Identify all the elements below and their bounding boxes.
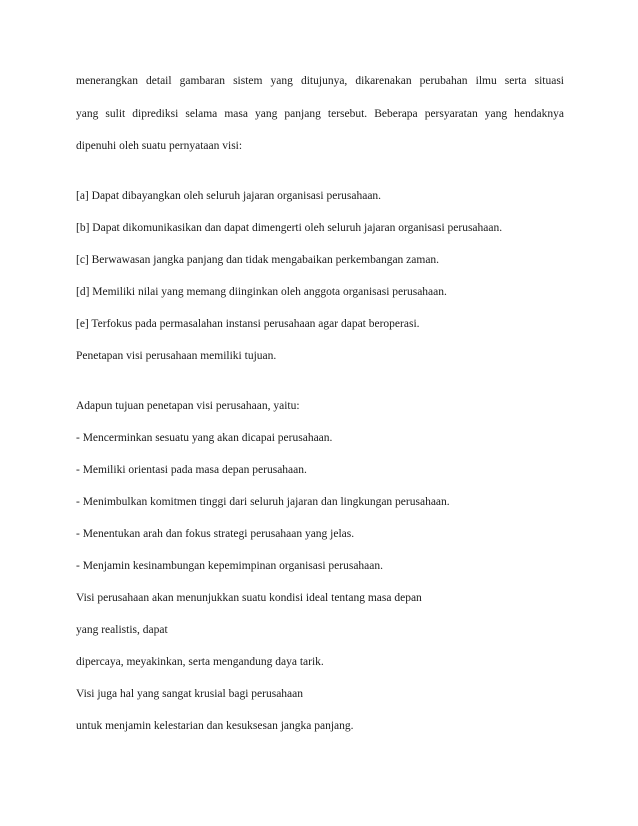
list-item: [d] Memiliki nilai yang memang diinginkan oleh anggota organisasi perusahaan. — [76, 286, 447, 298]
list-item: - Memiliki orientasi pada masa depan perusahaan. — [76, 464, 307, 476]
list-item: - Menjamin kesinambungan kepemimpinan organisasi perusahaan. — [76, 560, 384, 572]
list-item: - Mencerminkan sesuatu yang akan dicapai perusahaan. — [76, 432, 333, 444]
paragraph-line: Penetapan visi perusahaan memiliki tujuan. — [76, 350, 277, 362]
paragraph-line: Adapun tujuan penetapan visi perusahaan, yaitu: — [76, 400, 300, 412]
paragraph-line: yang sulit diprediksi selama masa yang panjang tersebut. Beberapa persyaratan yang hendaknya — [76, 108, 564, 120]
paragraph-line: Visi juga hal yang sangat krusial bagi perusahaan — [76, 688, 304, 700]
paragraph-line: dipenuhi oleh suatu pernyataan visi: — [76, 140, 243, 152]
paragraph-line: Visi perusahaan akan menunjukkan suatu kondisi ideal tentang masa depan — [76, 592, 422, 604]
paragraph-line: untuk menjamin kelestarian dan kesuksesan jangka panjang. — [76, 720, 354, 732]
list-item: [c] Berwawasan jangka panjang dan tidak mengabaikan perkembangan zaman. — [76, 254, 440, 266]
paragraph-line: dipercaya, meyakinkan, serta mengandung daya tarik. — [76, 656, 324, 668]
paragraph-line: menerangkan detail gambaran sistem yang ditujunya, dikarenakan perubahan ilmu serta situasi — [76, 75, 564, 87]
list-item: [b] Dapat dikomunikasikan dan dapat dimengerti oleh seluruh jajaran organisasi perusahaan. — [76, 222, 503, 234]
list-item: [e] Terfokus pada permasalahan instansi perusahaan agar dapat beroperasi. — [76, 318, 420, 330]
list-item: [a] Dapat dibayangkan oleh seluruh jajaran organisasi perusahaan. — [76, 190, 382, 202]
paragraph-line: yang realistis, dapat — [76, 624, 168, 636]
list-item: - Menentukan arah dan fokus strategi perusahaan yang jelas. — [76, 528, 355, 540]
list-item: - Menimbulkan komitmen tinggi dari seluruh jajaran dan lingkungan perusahaan. — [76, 496, 450, 508]
